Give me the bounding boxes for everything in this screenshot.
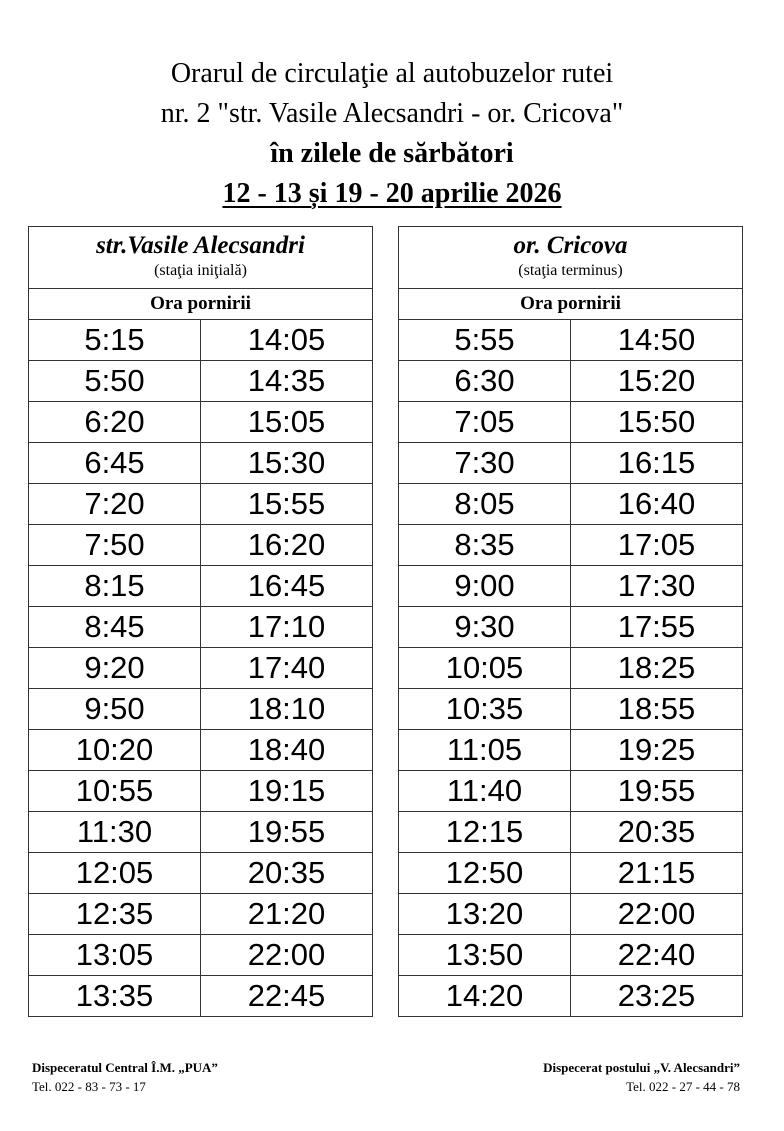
time-row xyxy=(399,976,743,1017)
time-row xyxy=(399,361,743,402)
departure-time: 17:30 xyxy=(571,566,743,607)
departure-time: 19:55 xyxy=(201,812,373,853)
time-row xyxy=(399,894,743,935)
departure-time: 18:25 xyxy=(571,648,743,689)
departure-time: 13:35 xyxy=(29,976,201,1017)
stop-header-initial xyxy=(29,227,373,289)
time-row xyxy=(29,771,373,812)
departure-time: 13:05 xyxy=(29,935,201,976)
departure-time: 8:05 xyxy=(399,484,571,525)
departure-time: 8:15 xyxy=(29,566,201,607)
departure-time: 6:20 xyxy=(29,402,201,443)
departure-time: 13:20 xyxy=(399,894,571,935)
time-row xyxy=(399,484,743,525)
stop-type-terminus: (staţia terminus) xyxy=(518,262,623,279)
time-row xyxy=(399,402,743,443)
departure-time: 10:20 xyxy=(29,730,201,771)
time-row xyxy=(399,607,743,648)
time-row xyxy=(29,648,373,689)
departure-time: 7:20 xyxy=(29,484,201,525)
time-row xyxy=(29,894,373,935)
time-row xyxy=(399,730,743,771)
departure-time: 15:55 xyxy=(201,484,373,525)
stop-type-initial: (staţia iniţială) xyxy=(154,262,247,279)
title-line-3: în zilele de sărbători xyxy=(270,138,514,169)
departure-time: 20:35 xyxy=(201,853,373,894)
departure-time: 10:55 xyxy=(29,771,201,812)
time-row xyxy=(399,812,743,853)
departure-time: 7:05 xyxy=(399,402,571,443)
departure-time: 22:00 xyxy=(571,894,743,935)
departure-time: 9:00 xyxy=(399,566,571,607)
departure-time: 19:55 xyxy=(571,771,743,812)
departure-time: 14:50 xyxy=(571,320,743,361)
departure-time: 18:40 xyxy=(201,730,373,771)
departure-time: 5:55 xyxy=(399,320,571,361)
departure-time: 14:20 xyxy=(399,976,571,1017)
departure-time: 16:45 xyxy=(201,566,373,607)
time-row xyxy=(399,443,743,484)
departure-time: 23:25 xyxy=(571,976,743,1017)
departure-time: 6:45 xyxy=(29,443,201,484)
departure-time: 5:15 xyxy=(29,320,201,361)
time-row xyxy=(29,812,373,853)
time-row xyxy=(29,402,373,443)
departure-time: 20:35 xyxy=(571,812,743,853)
time-row xyxy=(29,320,373,361)
departure-time: 14:05 xyxy=(201,320,373,361)
departure-time: 18:55 xyxy=(571,689,743,730)
schedule-table-cricova xyxy=(398,226,743,1017)
departure-time: 9:30 xyxy=(399,607,571,648)
departure-time: 17:40 xyxy=(201,648,373,689)
departure-time: 12:35 xyxy=(29,894,201,935)
departure-time: 10:05 xyxy=(399,648,571,689)
dispatch-central-name: Dispeceratul Central Î.M. „PUA” xyxy=(32,1060,218,1075)
time-row xyxy=(29,935,373,976)
departure-time: 15:20 xyxy=(571,361,743,402)
departure-time: 18:10 xyxy=(201,689,373,730)
title-line-2: nr. 2 "str. Vasile Alecsandri - or. Cricova" xyxy=(160,98,624,129)
departure-time: 8:35 xyxy=(399,525,571,566)
time-row xyxy=(399,566,743,607)
departure-time: 11:40 xyxy=(399,771,571,812)
departure-time: 7:50 xyxy=(29,525,201,566)
time-row xyxy=(29,607,373,648)
time-row xyxy=(29,566,373,607)
departure-time: 19:25 xyxy=(571,730,743,771)
departure-time-header: Ora pornirii xyxy=(399,289,743,320)
time-row xyxy=(29,730,373,771)
departure-time: 15:50 xyxy=(571,402,743,443)
departure-time: 17:05 xyxy=(571,525,743,566)
time-row xyxy=(29,689,373,730)
departure-time: 12:15 xyxy=(399,812,571,853)
time-row xyxy=(29,853,373,894)
departure-time: 19:15 xyxy=(201,771,373,812)
schedule-title xyxy=(0,54,784,214)
title-dates: 12 - 13 și 19 - 20 aprilie 2026 xyxy=(222,178,562,209)
time-row xyxy=(399,648,743,689)
time-row xyxy=(29,484,373,525)
departure-time: 12:05 xyxy=(29,853,201,894)
time-row xyxy=(399,689,743,730)
time-row xyxy=(29,525,373,566)
departure-time: 9:50 xyxy=(29,689,201,730)
departure-time: 6:30 xyxy=(399,361,571,402)
time-row xyxy=(29,443,373,484)
departure-time: 7:30 xyxy=(399,443,571,484)
stop-name-terminus: or. Cricova xyxy=(513,232,628,259)
departure-time: 12:50 xyxy=(399,853,571,894)
departure-time: 21:15 xyxy=(571,853,743,894)
departure-time: 8:45 xyxy=(29,607,201,648)
schedule-table-vasile-alecsandri xyxy=(28,226,373,1017)
departure-time: 9:20 xyxy=(29,648,201,689)
departure-time: 11:05 xyxy=(399,730,571,771)
dispatch-post-phone: Tel. 022 - 27 - 44 - 78 xyxy=(626,1079,740,1094)
departure-time: 16:15 xyxy=(571,443,743,484)
time-row xyxy=(399,525,743,566)
departure-time: 16:20 xyxy=(201,525,373,566)
footer-dispatch-post xyxy=(543,1058,740,1096)
departure-time: 10:35 xyxy=(399,689,571,730)
departure-time: 22:00 xyxy=(201,935,373,976)
departure-time: 17:55 xyxy=(571,607,743,648)
departure-time: 22:40 xyxy=(571,935,743,976)
time-row xyxy=(399,935,743,976)
departure-time: 15:05 xyxy=(201,402,373,443)
departure-time: 14:35 xyxy=(201,361,373,402)
dispatch-central-phone: Tel. 022 - 83 - 73 - 17 xyxy=(32,1079,146,1094)
time-row xyxy=(399,320,743,361)
time-row xyxy=(29,361,373,402)
title-line-1: Orarul de circulaţie al autobuzelor rutei xyxy=(170,58,614,89)
footer-dispatch-central xyxy=(32,1058,218,1096)
dispatch-post-name: Dispecerat postului „V. Alecsandri” xyxy=(543,1060,740,1075)
departure-time: 5:50 xyxy=(29,361,201,402)
departure-time: 22:45 xyxy=(201,976,373,1017)
departure-time: 16:40 xyxy=(571,484,743,525)
departure-time-header: Ora pornirii xyxy=(29,289,373,320)
time-row xyxy=(29,976,373,1017)
departure-time: 11:30 xyxy=(29,812,201,853)
departure-time: 17:10 xyxy=(201,607,373,648)
time-row xyxy=(399,853,743,894)
time-row xyxy=(399,771,743,812)
departure-time: 21:20 xyxy=(201,894,373,935)
departure-time: 15:30 xyxy=(201,443,373,484)
stop-name-initial: str.Vasile Alecsandri xyxy=(96,232,305,259)
stop-header-terminus xyxy=(399,227,743,289)
departure-time: 13:50 xyxy=(399,935,571,976)
